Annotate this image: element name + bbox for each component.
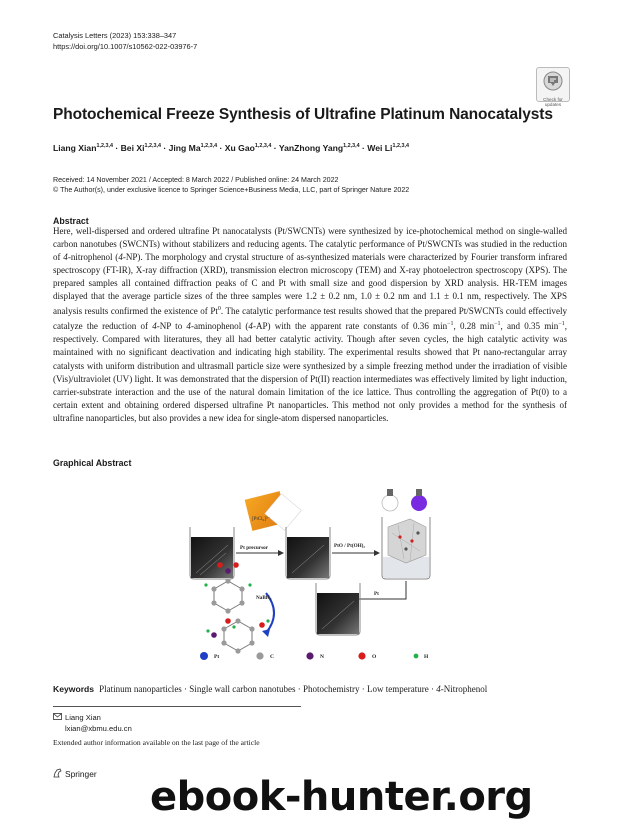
check-updates-label: Check for updates <box>543 97 563 107</box>
pto-label: PtO / Pt(OH)₂ <box>334 543 365 549</box>
nabh4-label: NaBH₄ <box>256 595 272 601</box>
envelope-icon <box>53 713 62 720</box>
legend-label-h: H <box>424 654 429 660</box>
legend-swatch-pt <box>200 652 208 660</box>
author-affiliation: 1,2,3,4 <box>144 143 161 150</box>
author-name[interactable]: Jing Ma <box>168 143 201 153</box>
abstract-body: Here, well-dispersed and ordered ultrafine Pt nanocatalysts (Pt/SWCNTs) were synthesized by ice-photochemical method on single-walled carbon nanotubes (SWCNTs) without stabilizers and reducing agents. The catalytic performance of Pt/SWCNTs was studied in the reduction of 4-nitrophenol (4-NP). The morphology and crystal structure of as-synthesized materials were characterized by Fourier transform infrared spectroscopy (FT-IR), X-ray diffraction (XRD), transmission electron microscopy (TEM) and X-ray photoelectron spectroscopy (XPS). The prepared samples all contained diffraction peaks of C and Pt with small size and good dispersion by XRD analysis. HR-TEM images displayed that the average particle sizes of the three samples were 1.2 ± 0.2 nm, 1.0 ± 0.2 nm and 1.1 ± 0.1 nm, respectively. The XPS analysis results confirmed the existence of Pt$^0$. The catalytic performance test results showed that the prepared Pt/SWCNTs could effectively catalyze the reduction of 4-NP to 4-aminophenol (4-AP) with the apparent rate constants of 0.36 $\min^{-1}$, 0.28 $\min^{-1}$, and 0.35 $\min^{-1}$, respectively. Compared with literatures, they all had better catalytic activity. Though after seven cycles, the high catalytic activity was maintained with no significant deactivation and indicating high stability. The experimental results showed that Pt nano-rectangular array catalysts with uniform distribution and ultrasmall particle size were synthesized by a simple freezing method under the irradiation of visible (Vis)/ultraviolet (UV) light. It was demonstrated that the dispersion of Pt(II) reaction intermediates was effectively limited by light induction, carrier-substrate interaction and the use of the natural domain limitation of the ice lattice. Thus controlling the aggregation of Pt(0) to a certain extent and obtaining ordered dispersed ultrafine Pt nanoparticles. This method not only provides a method for the synthesis of ultrafine nanoparticles, but also provides a new idea for single-atom dispersed nanoparticles. <box>53 226 567 423</box>
keywords-text: Platinum nanoparticles · Single wall carbon nanotubes · Photochemistry · Low temperature · <box>99 684 437 694</box>
legend-label-pt: Pt <box>214 654 220 660</box>
date-history: Received: 14 November 2021 / Accepted: 8 March 2022 / Published online: 24 March 2022 <box>53 176 339 184</box>
author-name[interactable]: Wei Li <box>367 143 393 153</box>
legend-label-n: N <box>320 654 324 660</box>
author-name[interactable]: YanZhong Yang <box>278 143 344 153</box>
author-affiliation: 1,2,3,4 <box>392 143 409 150</box>
author-name[interactable]: Liang Xian <box>53 143 97 153</box>
precursor-card <box>245 491 302 531</box>
author-affiliation: 1,2,3,4 <box>96 143 113 150</box>
legend-label-o: O <box>372 654 377 660</box>
beaker-ice <box>382 517 430 579</box>
legend-swatch-h <box>414 654 419 659</box>
precursor-label: [PtCl₆]²⁻ <box>252 517 271 522</box>
legend-swatch-o <box>358 652 365 659</box>
keywords: Keywords Platinum nanoparticles · Single wall carbon nanotubes · Photochemistry · Low temperature · 4-Nitrophenol <box>53 684 488 694</box>
check-updates-icon <box>543 71 563 91</box>
aminophenol-molecule <box>206 618 269 653</box>
footnote-divider <box>53 706 301 707</box>
author-name[interactable]: Xu Gao <box>224 143 255 153</box>
journal-header <box>53 30 197 52</box>
copyright-line: © The Author(s), under exclusive licence to Springer Science+Business Media, LLC, part of Springer Nature 2022 <box>53 186 410 194</box>
check-for-updates-badge[interactable] <box>536 67 570 107</box>
doi-link[interactable]: https://doi.org/10.1007/s10562-022-03976-7 <box>53 42 198 51</box>
atom-legend <box>200 652 429 660</box>
author-affiliation: 1,2,3,4 <box>254 143 272 150</box>
legend-swatch-n <box>306 652 313 659</box>
author-name[interactable]: Bei Xi <box>120 143 145 153</box>
publisher-logo <box>53 768 97 779</box>
corresponding-email[interactable]: lxian@xbmu.edu.cn <box>65 724 132 733</box>
keywords-label: Keywords <box>53 684 95 694</box>
light-sources <box>382 489 427 511</box>
extended-info-note: Extended author information available on the last page of the article <box>53 738 260 747</box>
beaker-precursor <box>286 527 330 579</box>
springer-horse-icon <box>53 768 62 778</box>
author-affiliation: 1,2,3,4 <box>200 143 218 150</box>
beaker-product <box>316 583 360 635</box>
paper-title: Photochemical Freeze Synthesis of Ultrafine Platinum Nanocatalysts <box>53 106 553 123</box>
author-affiliation: 1,2,3,4 <box>343 143 360 150</box>
graphical-abstract-figure <box>170 475 455 665</box>
watermark-text: ebook-hunter.org <box>150 774 533 820</box>
author-list: Liang Xian$^{1,2,3,4}$ · Bei Xi$^{1,2,3,4}$ · Jing Ma$^{1,2,3,4}$ · Xu Gao$^{1,2,3,4}$ · YanZhong Yang$^{1,2,3,4}$ · Wei Li$^{1,2,3,4}$ <box>53 143 409 153</box>
legend-swatch-c <box>256 652 263 659</box>
legend-label-c: C <box>270 654 274 660</box>
corresponding-author: Liang Xian <box>65 713 101 722</box>
pt-precursor-label: Pt precursor <box>240 545 268 551</box>
graphical-abstract-heading: Graphical Abstract <box>53 458 132 468</box>
publisher-name: Springer <box>65 769 97 779</box>
pt-label: Pt <box>374 591 379 597</box>
publication-dates <box>53 175 409 195</box>
journal-citation: Catalysis Letters (2023) 153:338–347 <box>53 31 177 40</box>
correspondence <box>53 712 132 734</box>
abstract-heading: Abstract <box>53 216 89 226</box>
